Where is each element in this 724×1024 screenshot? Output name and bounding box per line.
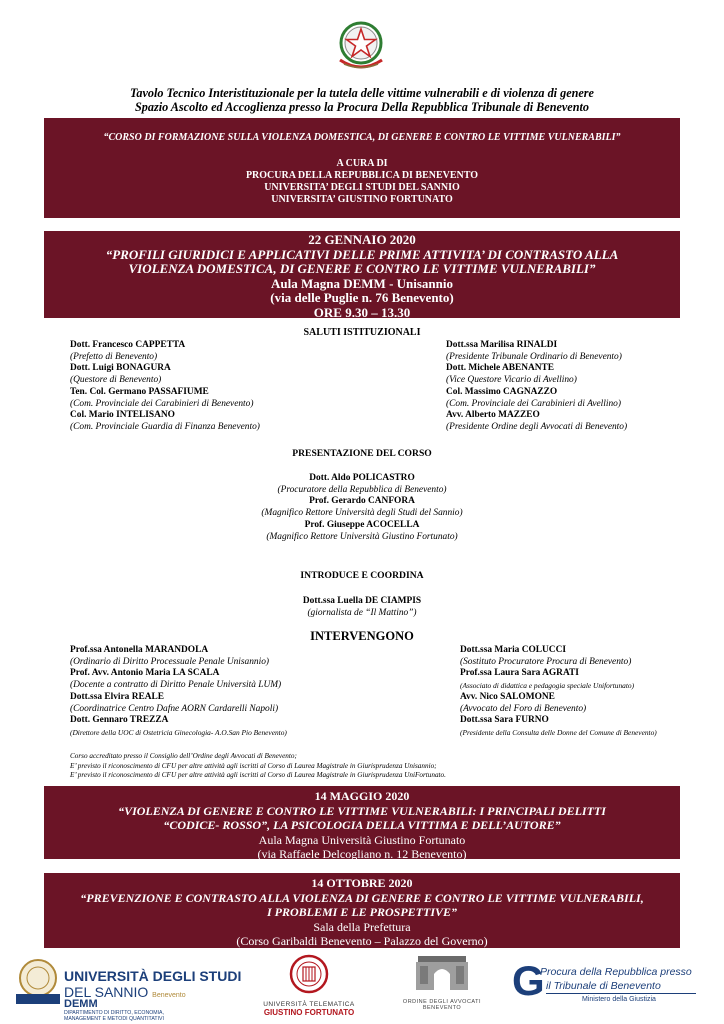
unisannio-line-1: UNIVERSITÀ DEGLI STUDI — [64, 968, 242, 984]
person-role: (Docente a contratto di Diritto Penale Università LUM) — [70, 680, 282, 691]
person-role: (Magnifico Rettore Università Giustino Fortunato) — [266, 531, 458, 542]
unifortunato-seal-icon — [289, 954, 329, 994]
person-role: (Associato di didattica e pedagogia speciale Unifortunato) — [460, 681, 635, 691]
unisannio-line-2: DEL SANNIO — [64, 984, 149, 1000]
header-titles — [0, 86, 724, 114]
note-line: E’ previsto il riconoscimento di CFU per altre attività agli iscritti al Corso di Laurea Magistrale in Giurisprudenza Unisannio; — [70, 761, 437, 770]
unifortunato-logo — [254, 954, 364, 1020]
saluti-right-column — [446, 340, 627, 434]
avvocati-line-2: BENEVENTO — [422, 1005, 462, 1011]
person-name: Avv. Nico SALOMONE — [460, 691, 555, 702]
person-role: (Magnifico Rettore Università degli Studi del Sannio) — [261, 508, 463, 519]
person-role: (giornalista de “Il Mattino”) — [307, 607, 417, 618]
person-name: Dott. Gennaro TREZZA — [70, 715, 169, 726]
event-date: 14 OTTOBRE 2020 — [311, 876, 413, 890]
intervengono-right-column — [460, 645, 657, 739]
event-place: Aula Magna DEMM - Unisannio — [270, 275, 454, 291]
course-org-1: PROCURA DELLA REPUBBLICA DI BENEVENTO — [245, 170, 479, 181]
course-title: “CORSO DI FORMAZIONE SULLA VIOLENZA DOMESTICA, DI GENERE E CONTRO LE VITTIME VULNERABILI” — [103, 132, 621, 143]
person-role: (Prefetto di Benevento) — [70, 351, 158, 362]
person-role: (Avvocato del Foro di Benevento) — [460, 703, 587, 714]
person-role: (Sostituto Procuratore Procura di Benevento) — [460, 656, 632, 667]
person-name: Dott. Aldo POLICASTRO — [309, 473, 415, 483]
person-name: Dott.ssa Marilisa RINALDI — [446, 340, 558, 350]
italian-republic-emblem-icon — [332, 16, 390, 76]
event-title-line-2: I PROBLEMI E LE PROSPETTIVE” — [266, 905, 458, 919]
event-title-line-2: “CODICE- ROSSO”, LA PSICOLOGIA DELLA VITTIMA E DELL’AUTORE” — [163, 818, 561, 832]
event-place: Sala della Prefettura — [313, 919, 411, 934]
person-role: (Ordinario di Diritto Processuale Penale Unisannio) — [70, 656, 270, 667]
partner-logos — [0, 952, 724, 1024]
event-date: 14 MAGGIO 2020 — [314, 789, 410, 803]
person-role: (Direttore della UOC di Ostetricia Ginecologia- A.O.San Pio Benevento) — [70, 727, 287, 737]
person-role: (Procuratore della Repubblica di Benevento) — [277, 484, 447, 495]
note-line: Corso accreditato presso il Consiglio dell’Ordine degli Avvocati di Benevento; — [70, 752, 297, 760]
person-role: (Questore di Benevento) — [70, 375, 162, 386]
person-name: Dott. Francesco CAPPETTA — [70, 340, 186, 350]
header-line-2: Spazio Ascolto ed Accoglienza presso la Procura Della Repubblica Tribunale di Benevento — [135, 100, 589, 114]
event-place: Aula Magna Università Giustino Fortunato — [258, 832, 466, 847]
person-name: Dott.ssa Maria COLUCCI — [460, 645, 566, 655]
event-title-line-2: VIOLENZA DOMESTICA, DI GENERE E CONTRO LE VITTIME VULNERABILI” — [128, 261, 596, 276]
arch-of-trajan-icon — [414, 954, 470, 992]
event-address: (via delle Puglie n. 76 Benevento) — [270, 290, 454, 305]
person-name: Ten. Col. Germano PASSAFIUME — [70, 386, 209, 397]
person-name: Prof.ssa Laura Sara AGRATI — [460, 668, 579, 679]
person-name: Prof. Giuseppe ACOCELLA — [304, 519, 420, 530]
course-cura: A CURA DI — [336, 158, 388, 169]
person-name: Dott. Luigi BONAGURA — [70, 363, 171, 374]
person-role: (Vice Questore Vicario di Avellino) — [446, 375, 577, 386]
event-address: (via Raffaele Delcogliano n. 12 Benevento) — [257, 847, 467, 861]
person-name: Prof. Gerardo CANFORA — [309, 496, 415, 507]
demm-sub-1: DIPARTIMENTO DI DIRITTO, ECONOMIA, — [64, 1010, 164, 1016]
header-line-1: Tavolo Tecnico Interistituzionale per la tutela delle vittime vulnerabili e di violenza di genere — [130, 86, 594, 100]
saluti-left-column — [70, 340, 260, 434]
person-role: (Presidente Tribunale Ordinario di Benevento) — [446, 351, 622, 362]
event-time: ORE 9.30 – 13.30 — [313, 304, 411, 320]
unisannio-city: Benevento — [152, 992, 186, 999]
unisannio-logo — [16, 958, 246, 1022]
person-role: (Com. Provinciale dei Carabinieri di Benevento) — [70, 398, 254, 409]
event-band-january — [44, 231, 680, 318]
demm-sub-2: MANAGEMENT E METODI QUANTITATIVI — [64, 1016, 164, 1022]
person-name: Dott.ssa Luella DE CIAMPIS — [302, 596, 422, 606]
person-role: (Presidente della Consulta delle Donne del Comune di Benevento) — [460, 727, 657, 737]
person-name: Avv. Alberto MAZZEO — [446, 410, 540, 421]
saluti-title: SALUTI ISTITUZIONALI — [303, 327, 421, 338]
person-role: (Presidente Ordine degli Avvocati di Benevento) — [446, 421, 628, 432]
introduce-title: INTRODUCE E COORDINA — [300, 570, 424, 581]
person-name: Col. Massimo CAGNAZZO — [446, 386, 558, 397]
unifortunato-line-2: GIUSTINO FORTUNATO — [263, 1008, 355, 1017]
intervengono-left-column — [70, 645, 287, 739]
procura-logo — [512, 958, 712, 1018]
course-org-2: UNIVERSITA’ DEGLI STUDI DEL SANNIO — [264, 182, 460, 193]
presentazione-list — [0, 473, 724, 543]
procura-line-3: Ministero della Giustizia — [582, 996, 656, 1003]
person-name: Prof. Avv. Antonio Maria LA SCALA — [70, 668, 220, 679]
person-role: (Com. Provinciale dei Carabinieri di Avellino) — [446, 398, 621, 409]
event-title-line-1: “PROFILI GIURIDICI E APPLICATIVI DELLE PRIME ATTIVITA’ DI CONTRASTO ALLA — [105, 246, 619, 262]
course-band — [44, 118, 680, 218]
procura-line-2: il Tribunale di Benevento — [546, 980, 661, 992]
accreditation-notes — [70, 752, 446, 781]
person-name: Col. Mario INTELISANO — [70, 410, 175, 421]
event-date: 22 GENNAIO 2020 — [308, 232, 416, 247]
event-address: (Corso Garibaldi Benevento – Palazzo del Governo) — [236, 934, 488, 948]
avvocati-line-1: ORDINE DEGLI AVVOCATI — [402, 999, 482, 1005]
intervengono-title: INTERVENGONO — [310, 629, 414, 643]
person-role: (Com. Provinciale Guardia di Finanza Benevento) — [70, 421, 260, 432]
event-title-line-1: “VIOLENZA DI GENERE E CONTRO LE VITTIME VULNERABILI: I PRINCIPALI DELITTI — [118, 803, 606, 818]
ordine-avvocati-logo — [386, 954, 498, 1020]
event-title-line-1: “PREVENZIONE E CONTRASTO ALLA VIOLENZA DI GENERE E CONTRO LE VITTIME VULNERABILI, — [80, 890, 644, 905]
introduce-block — [0, 596, 724, 619]
person-name: Dott.ssa Elvira REALE — [70, 691, 165, 702]
demm-label: DEMM — [64, 998, 98, 1010]
procura-g-mark-icon: G — [512, 957, 545, 1004]
person-name: Dott. Michele ABENANTE — [446, 363, 555, 374]
person-name: Prof.ssa Antonella MARANDOLA — [70, 645, 209, 655]
procura-line-1: Procura della Repubblica presso — [540, 966, 692, 978]
presentazione-title: PRESENTAZIONE DEL CORSO — [292, 448, 432, 459]
event-band-october — [44, 873, 680, 948]
note-line: E’ previsto il riconoscimento di CFU per altre attività agli iscritti al Corso di Laurea Magistrale in Giurisprudenza UniFortunato. — [70, 771, 446, 779]
person-name: Dott.ssa Sara FURNO — [460, 715, 549, 726]
course-org-3: UNIVERSITA’ GIUSTINO FORTUNATO — [271, 194, 453, 205]
person-role: (Coordinatrice Centro Dafne AORN Cardarelli Napoli) — [70, 703, 279, 714]
unisannio-seal-icon — [16, 958, 60, 1004]
unifortunato-line-1: UNIVERSITÀ TELEMATICA — [263, 1001, 355, 1008]
event-band-may — [44, 786, 680, 859]
